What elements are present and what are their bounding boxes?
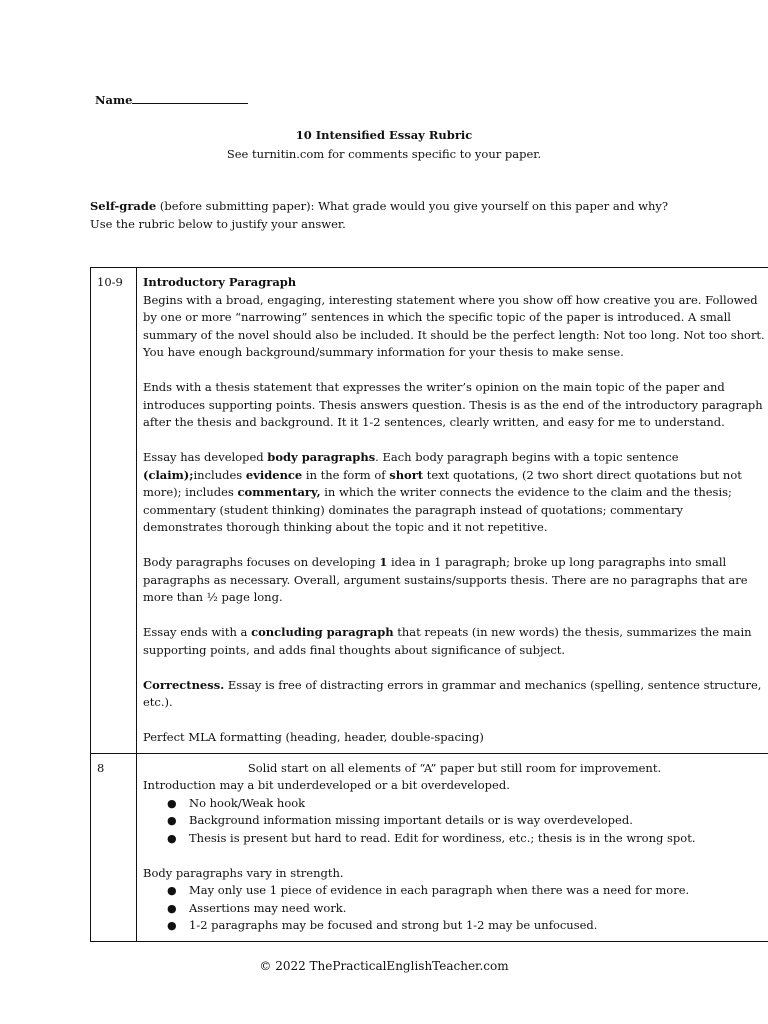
intro-bullet-list: [143, 795, 766, 848]
mla-criteria: Perfect MLA formatting (heading, header, double-spacing): [143, 730, 484, 744]
row-8-lead: Solid start on all elements of “A” paper but still room for improvement.: [247, 760, 662, 775]
copyright-footer: © 2022 ThePracticalEnglishTeacher.com: [259, 959, 509, 973]
score-cell: 10-9: [91, 268, 137, 754]
intro-heading: Introductory Paragraph: [143, 275, 297, 289]
rubric-row-10-9: [91, 268, 768, 754]
focus-criteria: Body paragraphs focuses on developing 1 idea in 1 paragraph; broke up long paragraphs into small paragraphs as necessary. Overall, argument sustains/supports thesis. There are no paragraphs that are more than ½ page long.: [143, 555, 748, 604]
name-blank-line: [132, 93, 248, 104]
list-item: ● Thesis is present but hard to read. Edit for wordiness, etc.; thesis is in the wrong spot.: [143, 830, 766, 848]
list-item: ● 1-2 paragraphs may be focused and strong but 1-2 may be unfocused.: [143, 917, 766, 935]
self-grade-text: (before submitting paper): What grade would you give yourself on this paper and why? Use the rubric below to justify your answer.: [90, 199, 669, 231]
intro-paragraph-criteria: Begins with a broad, engaging, interesting statement where you show off how creative you are. Followed by one or more “narrowing” sentences in which the specific topic of the paper is introduced. A small summary of the novel should also be included. It should be the perfect length: Not too long. Not too short. You have enough background/summary information for your thesis to make sense.: [143, 292, 765, 359]
thesis-criteria: Ends with a thesis statement that expresses the writer’s opinion on the main topic of the paper and introduces supporting points. Thesis answers question. Thesis is as the end of the introductory paragraph after the thesis and background. It it 1-2 sentences, clearly written, and easy for me to understand.: [143, 380, 763, 429]
self-grade-prompt: [90, 198, 680, 233]
page-subtitle: See turnitin.com for comments specific to your paper.: [226, 147, 542, 161]
correctness-criteria: Correctness. Essay is free of distracting errors in grammar and mechanics (spelling, sentence structure, etc.).: [143, 677, 762, 709]
self-grade-label: Self-grade: [90, 199, 157, 213]
name-field: [95, 93, 248, 107]
list-item: ● No hook/Weak hook: [143, 795, 766, 813]
rubric-table: [90, 267, 768, 942]
list-item: ● Assertions may need work.: [143, 900, 766, 918]
criteria-cell: [137, 268, 768, 754]
body-paragraph-criteria: Essay has developed body paragraphs. Each body paragraph begins with a topic sentence (claim);includes evidence in the form of short text quotations, (2 two short direct quotations but not more); includes commentary, in which the writer connects the evidence to the claim and the thesis; commentary (student thinking) dominates the paragraph instead of quotations; commentary demonstrates thorough thinking about the topic and it not repetitive.: [143, 450, 742, 534]
row-8-intro-line: Introduction may a bit underdeveloped or a bit overdeveloped.: [143, 778, 510, 792]
conclusion-criteria: Essay ends with a concluding paragraph that repeats (in new words) the thesis, summarizes the main supporting points, and adds final thoughts about significance of subject.: [143, 625, 752, 657]
criteria-cell: [137, 753, 768, 941]
body-bullet-list: [143, 882, 766, 935]
name-label: Name: [95, 93, 133, 107]
page-title: 10 Intensified Essay Rubric: [295, 128, 473, 142]
row-8-body-line: Body paragraphs vary in strength.: [143, 865, 344, 880]
score-cell: 8: [91, 753, 137, 941]
rubric-row-8: [91, 753, 768, 941]
list-item: ● May only use 1 piece of evidence in each paragraph when there was a need for more.: [143, 882, 766, 900]
list-item: ● Background information missing important details or is way overdeveloped.: [143, 812, 766, 830]
